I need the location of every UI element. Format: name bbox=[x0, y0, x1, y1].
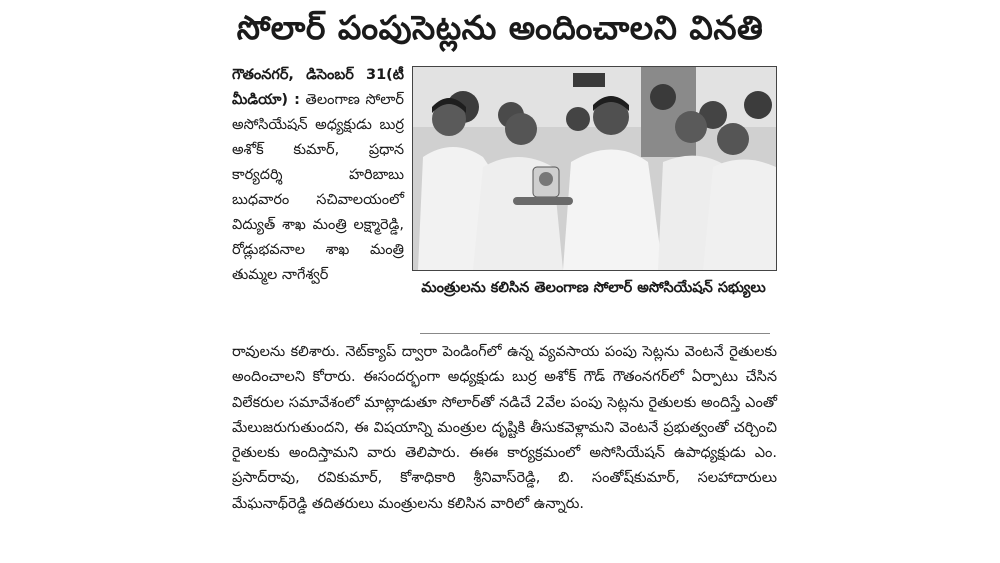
article-body-part2: రావులను కలిశారు. నెట్‌క్యాప్ ద్వారా పెండింగ్‌లో ఉన్న వ్యవసాయ పంపు సెట్లను వెంటనే రైతులకు అందించాలని కోరారు. ఈసందర్భంగా అధ్యక్షుడు బుర్ర అశోక్ గౌడ్ గౌతంనగర్‌లో ఏర్పాటు చేసిన విలేకరుల సమావేశంలో మాట్లాడుతూ సోలార్‌తో నడిచే 2వేల పంపు సెట్లను రైతులకు అందిస్తే ఎంతో మేలుజరుగుతుందని, ఈ విషయాన్ని మంత్రుల దృష్టికి తీసుకవెళ్లామని వెంటనే ప్రభుత్వంతో చర్చించి రైతులకు అందిస్తామని వారు తెలిపారు. ఈఈ కార్యక్రమంలో అసోసియేషన్ ఉపాధ్యక్షుడు ఎం. ప్రసాద్‌రావు, రవికుమార్, కోశాధికారి శ్రీనివాస్‌రెడ్డి, బి. సంతోష్‌కుమార్, సలహాదారులు మేఘనాథ్‌రెడ్డి తదితరులు మంత్రులను కలిసిన వారిలో ఉన్నారు. bbox=[232, 344, 777, 512]
group-photo-image bbox=[413, 67, 776, 270]
headline: సోలార్ పంపుసెట్లను అందించాలని వినతి bbox=[236, 8, 764, 47]
dateline: గౌతంనగర్, డిసెంబర్ 31(టీ మీడియా) : bbox=[232, 67, 404, 108]
divider bbox=[420, 333, 770, 334]
photo-caption: మంత్రులను కలిసిన తెలంగాణ సోలార్ అసోసియేషన్ సభ్యులు bbox=[421, 280, 766, 296]
article-column-text bbox=[232, 63, 404, 288]
news-photo bbox=[412, 66, 777, 271]
article-body-part1: తెలంగాణ సోలార్ అసోసియేషన్ అధ్యక్షుడు బుర్ర అశోక్ కుమార్, ప్రధాన కార్యదర్శి హరిబాబు బుధవారం సచివాలయంలో విద్యుత్ శాఖ మంత్రి లక్ష్మారెడ్డి, రోడ్లుభవనాల శాఖ మంత్రి తుమ్మల నాగేశ్వర్ bbox=[232, 92, 404, 283]
